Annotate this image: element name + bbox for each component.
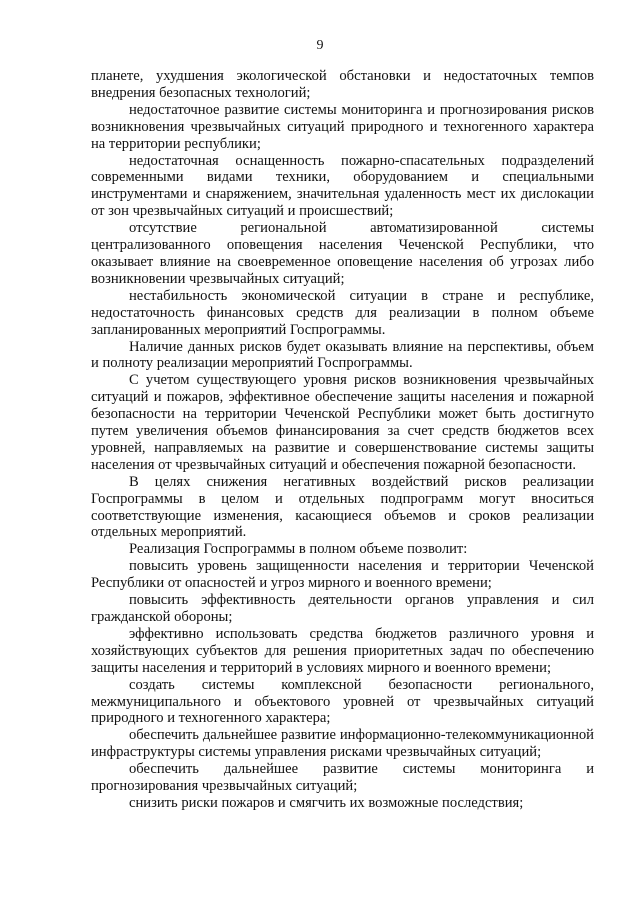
paragraph-outcomes-intro: Реализация Госпрограммы в полном объеме позволит: (129, 541, 468, 558)
page-number: 9 (316, 38, 324, 53)
paragraph-mitigation: В целях снижения негативных воздействий рисков реализации Госпрограммы в целом и отдельных подпрограмм могут вноситься соответствующие изменения, касающиеся объемов и сроков реализации отдельных мероприятий. (91, 473, 594, 541)
paragraph-outcome-civil-defense: повысить эффективность деятельности органов управления и сил гражданской обороны; (91, 592, 594, 625)
paragraph-outcome-protection: повысить уровень защищенности населения и территории Чеченской Республики от опасностей и угроз мирного и военного времени; (91, 558, 594, 592)
paragraph-funding: С учетом существующего уровня рисков возникновения чрезвычайных ситуаций и пожаров, эффективное обеспечение защиты населения и пожарной безопасности на территории Чеченской Республики может быть достигнуто путем увеличения объемов финансирования за счет средств бюджетов всех уровней, направляемых на развитие и совершенствование системы защиты населения от чрезвычайных ситуаций и обеспечения пожарной безопасности. (91, 372, 594, 473)
document-body (91, 68, 594, 812)
paragraph-risk-equipment: недостаточная оснащенность пожарно-спасательных подразделений современными видами техники, оборудованием и специальными инструментами и снаряжением, значительная удаленность мест их дислокации от зон чрезвычайных ситуаций и происшествий; (91, 152, 594, 220)
paragraph-risk-impact: Наличие данных рисков будет оказывать влияние на перспективы, объем и полноту реализации мероприятий Госпрограммы. (91, 338, 594, 372)
paragraph-outcome-monitoring: обеспечить дальнейшее развитие системы мониторинга и прогнозирования чрезвычайных ситуаций; (91, 761, 594, 795)
paragraph-risk-warning-system: отсутствие региональной автоматизированной системы централизованного оповещения населения Чеченской Республики, что оказывает влияние на своевременное оповещение населения об угрозах либо возникновении чрезвычайных ситуаций; (91, 220, 594, 287)
paragraph-outcome-fire-risk: снизить риски пожаров и смягчить их возможные последствия; (129, 794, 524, 811)
paragraph-outcome-budgets: эффективно использовать средства бюджетов различного уровня и хозяйствующих субъектов для решения приоритетных задач по обеспечению защиты населения и территорий в условиях мирного и военного времени; (91, 625, 594, 676)
paragraph-risk-monitoring: недостаточное развитие системы мониторинга и прогнозирования рисков возникновения чрезвычайных ситуаций природного и техногенного характера на территории республики; (91, 101, 594, 152)
paragraph-continuation: планете, ухудшения экологической обстановки и недостаточных темпов внедрения безопасных технологий; (91, 68, 594, 101)
paragraph-risk-economy: нестабильность экономической ситуации в стране и республике, недостаточность финансовых средств для реализации в полном объеме запланированных мероприятий Госпрограммы. (91, 287, 594, 338)
paragraph-outcome-safety-systems: создать системы комплексной безопасности регионального, межмуниципального и объектового уровней от чрезвычайных ситуаций природного и техногенного характера; (91, 676, 594, 727)
paragraph-outcome-telecom: обеспечить дальнейшее развитие информационно-телекоммуникационной инфраструктуры системы управления рисками чрезвычайных ситуаций; (91, 727, 594, 761)
